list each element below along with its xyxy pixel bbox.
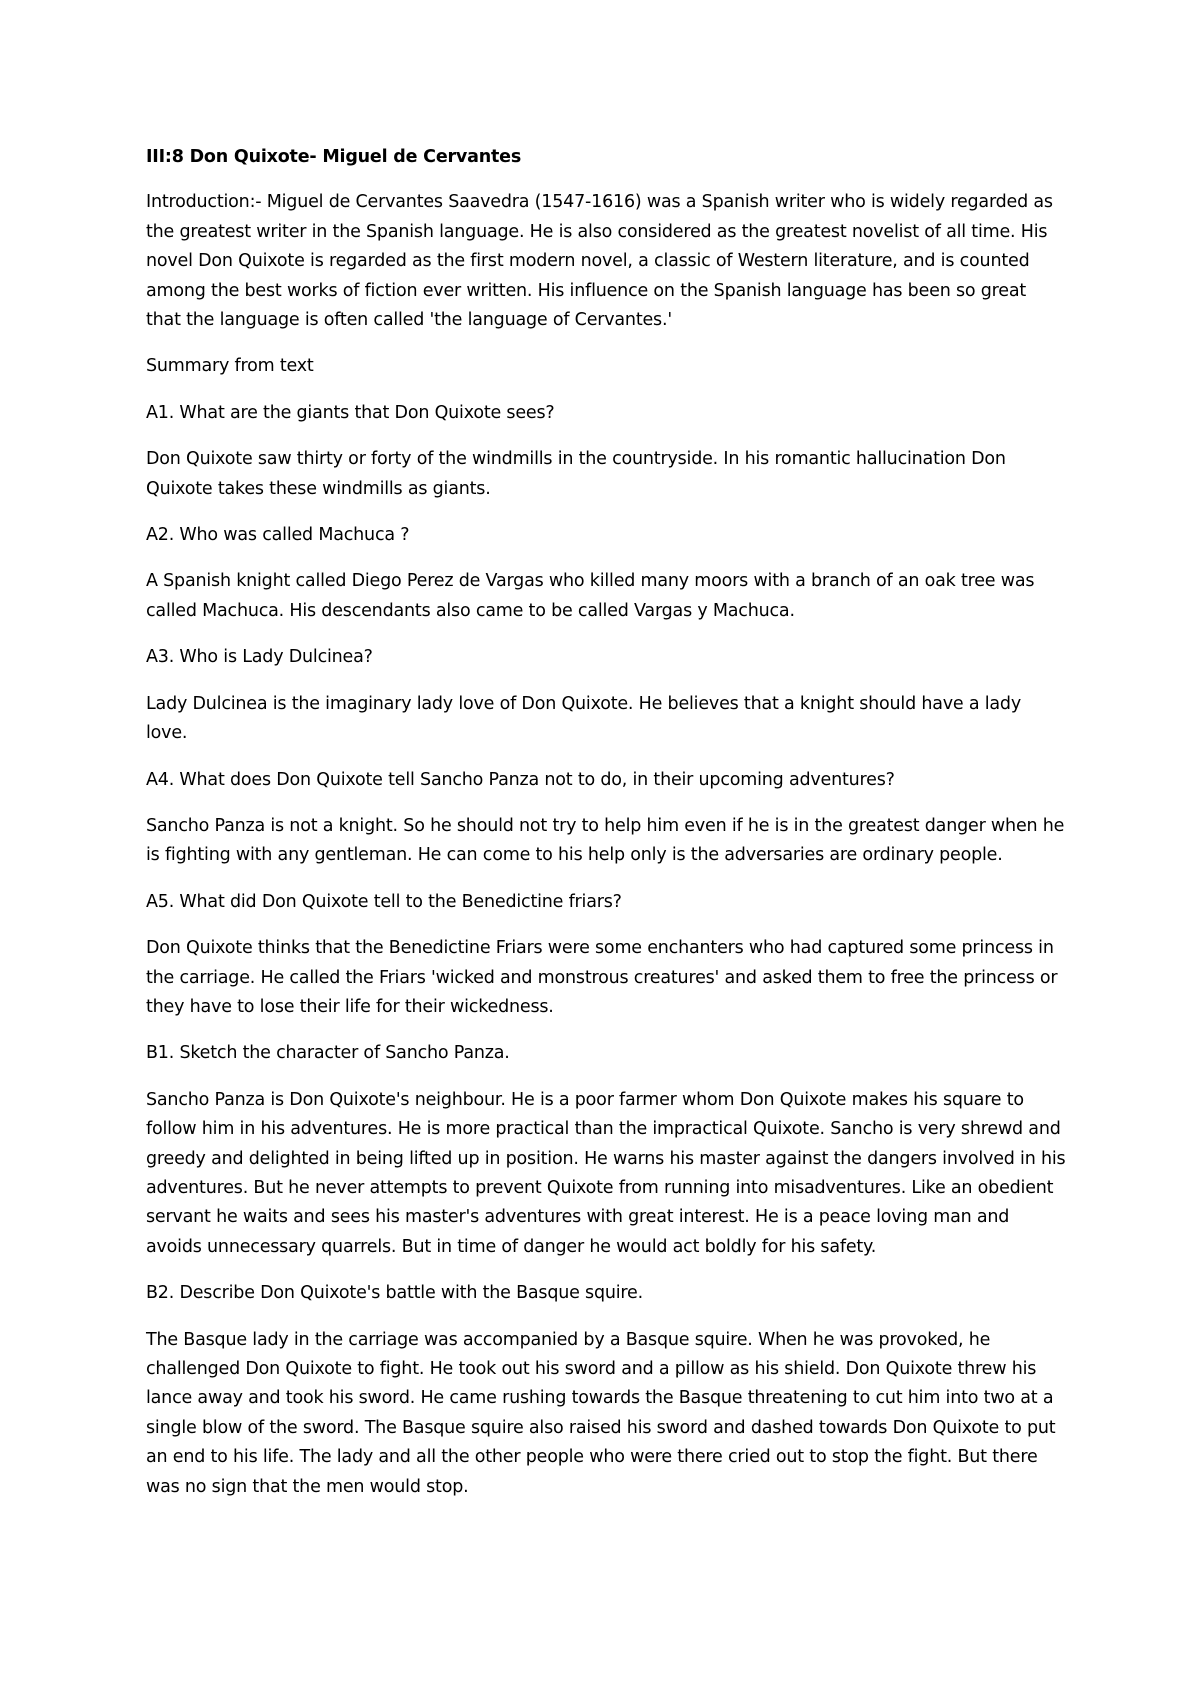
introduction-paragraph: Introduction:- Miguel de Cervantes Saavedra (1547-1616) was a Spanish writer who is widely regarded as the greatest writer in the Spanish language. He is also considered as the greatest novelist of all time. His novel Don Quixote is regarded as the first modern novel, a classic of Western literature, and is counted among the best works of fiction ever written. His influence on the Spanish language has been so great that the language is often called 'the language of Cervantes.' [146, 192, 1053, 331]
document-body [146, 143, 1066, 1519]
question-b1: B1. Sketch the character of Sancho Panza. [146, 1043, 510, 1064]
answer-a5: Don Quixote thinks that the Benedictine Friars were some enchanters who had captured some princess in the carriage. He called the Friars 'wicked and monstrous creatures' and asked them to free the princess or they have to lose their life for their wickedness. [146, 938, 1058, 1017]
answer-b2: The Basque lady in the carriage was accompanied by a Basque squire. When he was provoked, he challenged Don Quixote to fight. He took out his sword and a pillow as his shield. Don Quixote threw his lance away and took his sword. He came rushing towards the Basque threatening to cut him into two at a single blow of the sword. The Basque squire also raised his sword and dashed towards Don Quixote to put an end to his life. The lady and all the other people who were there cried out to stop the fight. But there was no sign that the men would stop. [146, 1329, 1056, 1497]
answer-a2: A Spanish knight called Diego Perez de Vargas who killed many moors with a branch of an oak tree was called Machuca. His descendants also came to be called Vargas y Machuca. [146, 571, 1035, 621]
section-heading-summary: Summary from text [146, 356, 314, 377]
question-a1: A1. What are the giants that Don Quixote sees? [146, 402, 555, 423]
answer-b1: Sancho Panza is Don Quixote's neighbour. He is a poor farmer whom Don Quixote makes his square to follow him in his adventures. He is more practical than the impractical Quixote. Sancho is very shrewd and greedy and delighted in being lifted up in position. He warns his master against the dangers involved in his adventures. But he never attempts to prevent Quixote from running into misadventures. Like an obedient servant he waits and sees his master's adventures with great interest. He is a peace loving man and avoids unnecessary quarrels. But in time of danger he would act boldly for his safety. [146, 1089, 1066, 1257]
answer-a3: Lady Dulcinea is the imaginary lady love of Don Quixote. He believes that a knight should have a lady love. [146, 693, 1021, 744]
question-a3: A3. Who is Lady Dulcinea? [146, 647, 373, 668]
answer-a1: Don Quixote saw thirty or forty of the windmills in the countryside. In his romantic hallucination Don Quixote takes these windmills as giants. [146, 449, 1006, 499]
question-a2: A2. Who was called Machuca ? [146, 525, 410, 546]
question-a4: A4. What does Don Quixote tell Sancho Panza not to do, in their upcoming adventures? [146, 769, 895, 790]
answer-a4: Sancho Panza is not a knight. So he should not try to help him even if he is in the greatest danger when he is fighting with any gentleman. He can come to his help only is the adversaries are ordinary people. [146, 815, 1065, 866]
question-b2: B2. Describe Don Quixote's battle with the Basque squire. [146, 1283, 643, 1304]
question-a5: A5. What did Don Quixote tell to the Benedictine friars? [146, 891, 622, 912]
document-title: III:8 Don Quixote- Miguel de Cervantes [146, 147, 522, 167]
